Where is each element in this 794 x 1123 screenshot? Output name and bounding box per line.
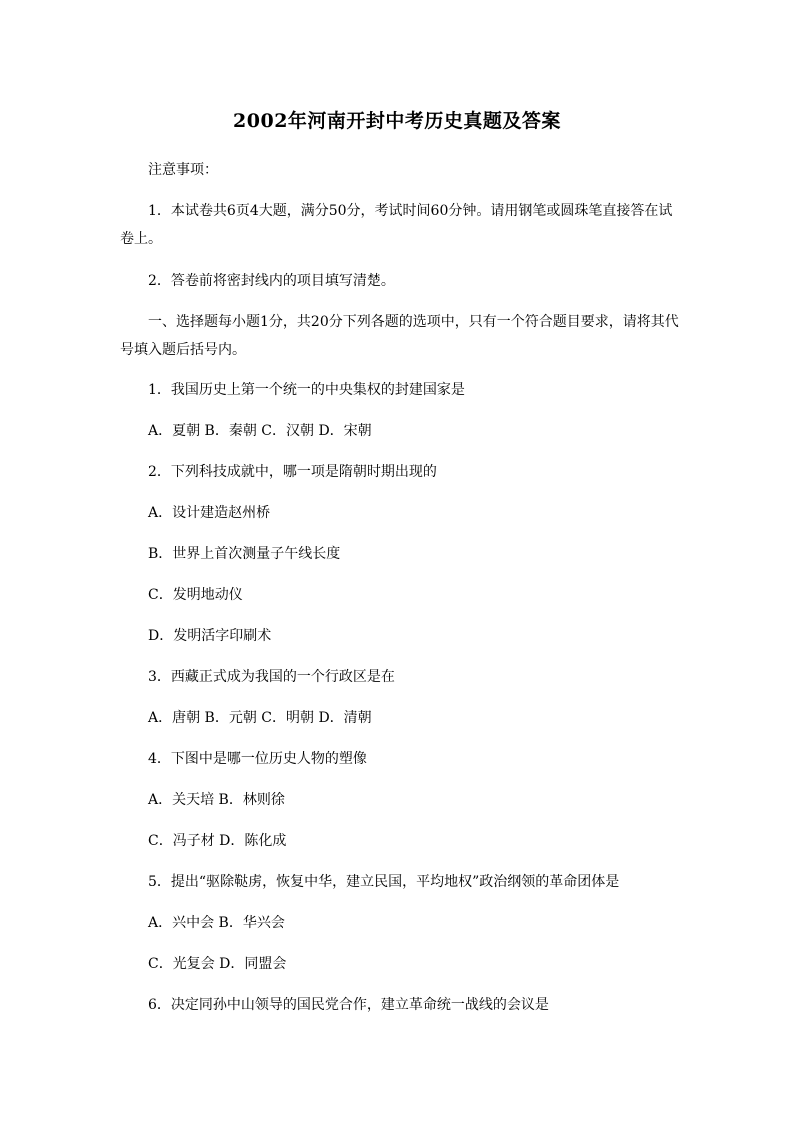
question-6-stem: 6．决定同孙中山领导的国民党合作，建立革命统一战线的会议是 [148, 997, 549, 1013]
question-2-option-a: A．设计建造赵州桥 [148, 505, 271, 521]
question-5-options-ab: A．兴中会 B．华兴会 [148, 915, 285, 931]
notice-item-2: 2．答卷前将密封线内的项目填写清楚。 [148, 273, 395, 289]
question-4-options-cd: C．冯子材 D．陈化成 [148, 833, 287, 849]
question-2-option-b: B．世界上首次测量子午线长度 [148, 546, 341, 562]
question-3-stem: 3．西藏正式成为我国的一个行政区是在 [148, 669, 395, 685]
notice-heading: 注意事项： [148, 162, 218, 178]
question-5-stem: 5．提出“驱除鞑虏，恢复中华，建立民国，平均地权”政治纲领的革命团体是 [148, 874, 620, 890]
question-1-options: A．夏朝 B．秦朝 C．汉朝 D．宋朝 [148, 423, 372, 439]
question-5-options-cd: C．光复会 D．同盟会 [148, 956, 287, 972]
question-2-option-d: D．发明活字印刷术 [148, 628, 272, 644]
page-title: 2002年河南开封中考历史真题及答案 [233, 110, 561, 132]
section-1-heading: 一、选择题每小题1分，共20分下列各题的选项中，只有一个符合题目要求，请将其代号填入题后括号内。 [120, 314, 679, 358]
question-2-option-c: C．发明地动仪 [148, 587, 243, 603]
question-4-options-ab: A．关天培 B．林则徐 [148, 792, 285, 808]
question-4-stem: 4．下图中是哪一位历史人物的塑像 [148, 751, 367, 767]
notice-item-1: 1．本试卷共6页4大题，满分50分，考试时间60分钟。请用钢笔或圆珠笔直接答在试卷上。 [120, 203, 673, 247]
question-3-options: A．唐朝 B．元朝 C．明朝 D．清朝 [148, 710, 372, 726]
question-1-stem: 1．我国历史上第一个统一的中央集权的封建国家是 [148, 382, 465, 398]
question-2-stem: 2．下列科技成就中，哪一项是隋朝时期出现的 [148, 464, 437, 480]
